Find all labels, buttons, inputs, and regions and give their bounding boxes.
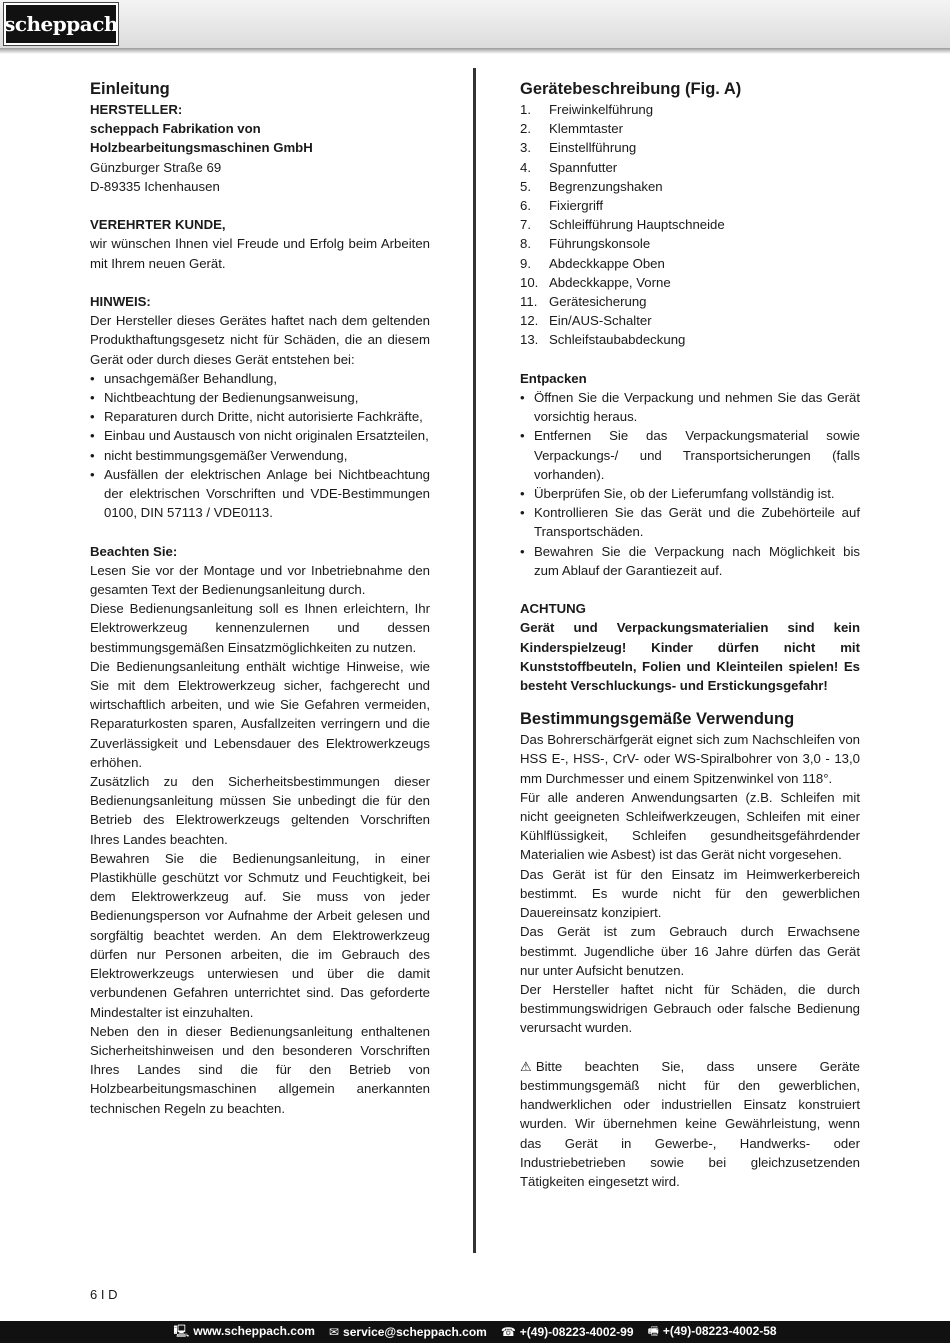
list-item: 6. Fixiergriff	[520, 198, 603, 214]
list-item: 5. Begrenzungshaken	[520, 178, 663, 194]
kunde-text: wir wünschen Ihnen viel Freude und Erfolg beim Arbeiten mit Ihrem neuen Gerät.	[90, 236, 430, 271]
entpacken-label: Entpacken	[520, 370, 587, 386]
beachten-label: Beachten Sie:	[90, 543, 178, 559]
kunde-label: VEREHRTER KUNDE,	[90, 217, 226, 233]
beachten-paragraph: Zusätzlich zu den Sicherheitsbestimmungen dieser Bedienungsanleitung müssen Sie unbedingt die für den Betrieb des Elektrowerkzeugs geltenden Vorschriften Ihres Landes beachten.	[90, 774, 430, 847]
mail-icon: ✉	[328, 1325, 340, 1339]
brand-logo: scheppach	[4, 3, 118, 45]
verwendung-paragraph: Der Hersteller haftet nicht für Schäden, die durch bestimmungswidrigen Gebrauch oder falsche Bedienung verursacht wurden.	[520, 981, 860, 1036]
left-column	[90, 79, 430, 1118]
list-item: • Öffnen Sie die Verpackung und nehmen Sie das Gerät vorsichtig heraus.	[520, 388, 860, 426]
list-item: • Kontrollieren Sie das Gerät und die Zubehörteile auf Transportschäden.	[520, 503, 860, 541]
list-item: 2. Klemmtaster	[520, 121, 624, 137]
list-item: 7. Schleifführung Hauptschneide	[520, 217, 725, 233]
hinweis-label: HINWEIS:	[90, 294, 151, 309]
footer-fax: 🖷 +(49)-08223-4002-58	[647, 1323, 777, 1338]
page-number: 6 I D	[90, 1287, 118, 1302]
list-item: • Einbau und Austausch von nicht originalen Ersatzteilen,	[90, 426, 430, 445]
list-item: • nicht bestimmungsgemäßer Verwendung,	[90, 446, 430, 465]
header-shadow	[0, 48, 950, 54]
hinweis-list	[90, 369, 430, 523]
list-item: • unsachgemäßer Behandlung,	[90, 369, 430, 388]
fax-icon: 🖷	[647, 1323, 659, 1338]
beachten-paragraph: Neben den in dieser Bedienungsanleitung enthaltenen Sicherheitshinweisen und den besonderen Vorschriften Ihres Landes sind die für den Betrieb von Holzbearbeitungsmaschinen allgemein anerkannten technischen Regeln zu beachten.	[90, 1023, 430, 1116]
list-item: • Ausfällen der elektrischen Anlage bei Nichtbeachtung der elektrischen Vorschriften und VDE-Bestimmungen 0100, DIN 57113 / VDE0113.	[90, 465, 430, 523]
beachten-paragraph: Lesen Sie vor der Montage und vor Inbetriebnahme den gesamten Text der Bedienungsanleitung durch.	[90, 562, 430, 598]
warning-triangle-icon: ⚠	[520, 1058, 532, 1074]
list-item: 13. Schleifstaubabdeckung	[520, 332, 686, 348]
address-city: D-89335 Ichenhausen	[90, 178, 220, 194]
company-line-2: Holzbearbeitungsmaschinen GmbH	[90, 140, 313, 156]
list-item: • Überprüfen Sie, ob der Lieferumfang vollständig ist.	[520, 484, 860, 503]
right-column	[520, 79, 860, 1191]
verwendung-paragraph: Für alle anderen Anwendungsarten (z.B. Schleifen mit nicht geeigneten Schleifwerkzeugen, Schleifen mit einer Kühlflüssigkeit, Schleifen gesundheitsgefährdender Materialien wie Asbest) ist das Gerät nicht vorgesehen.	[520, 789, 860, 863]
hersteller-label: HERSTELLER:	[90, 102, 183, 117]
verwendung-title: Bestimmungsgemäße Verwendung	[520, 710, 795, 729]
footer-email[interactable]: ✉ service@scheppach.com	[328, 1325, 487, 1339]
hinweis-text: Der Hersteller dieses Gerätes haftet nach dem geltenden Produkthaftungsgesetz nicht für Schäden, die an diesem Gerät oder durch dieses Gerät entstehen bei:	[90, 313, 430, 367]
entpacken-list	[520, 388, 860, 580]
list-item: 1. Freiwinkelführung	[520, 102, 654, 117]
achtung-label: ACHTUNG	[520, 601, 586, 617]
verwendung-paragraph: Das Gerät ist zum Gebrauch durch Erwachsene bestimmt. Jugendliche über 16 Jahre dürfen das Gerät nur unter Aufsicht benutzen.	[520, 924, 860, 978]
verwendung-paragraph: Das Gerät ist für den Einsatz im Heimwerkerbereich bestimmt. Es wurde nicht für den gewerblichen Dauereinsatz konzipiert.	[520, 866, 860, 921]
beschreibung-title: Gerätebeschreibung (Fig. A)	[520, 80, 742, 98]
column-divider	[473, 68, 476, 1253]
computer-icon: 🖳	[173, 1323, 190, 1338]
list-item: 11. Gerätesicherung	[520, 294, 647, 310]
header-bar	[0, 0, 950, 48]
list-item: 8. Führungskonsole	[520, 236, 651, 252]
parts-list	[520, 100, 860, 350]
achtung-text: Gerät und Verpackungsmaterialien sind kein Kinderspielzeug! Kinder dürfen nicht mit Kunststoffbeuteln, Folien und Kleinteilen spielen! Es besteht Verschluckungs- und Erstickungsgefahr!	[520, 620, 860, 694]
footer-web[interactable]: 🖳 www.scheppach.com	[173, 1323, 315, 1338]
verwendung-paragraph: Das Bohrerschärfgerät eignet sich zum Nachschleifen von HSS E-, HSS-, CrV- oder WS-Spiralbohrer von 3,0 - 13,0 mm Durchmesser und einem Spitzenwinkel von 118°.	[520, 732, 860, 786]
list-item: • Entfernen Sie das Verpackungsmaterial sowie Verpackungs-/ und Transportsicherungen (falls vorhanden).	[520, 426, 860, 484]
notice-paragraph	[520, 1057, 860, 1191]
list-item: 3. Einstellführung	[520, 140, 637, 156]
beachten-paragraph: Bewahren Sie die Bedienungsanleitung, in einer Plastikhülle geschützt vor Schmutz und Feuchtigkeit, bei dem Elektrowerkzeug auf. Sie muss von jeder Bedienungsperson vor Aufnahme der Arbeit gelesen und sorgfältig beachtet werden. An dem Elektrowerkzeug dürfen nur Personen arbeiten, die im Gebrauch des Elektrowerkzeugs unterwiesen und über die damit verbundenen Gefahren unterrichtet sind. Das geforderte Mindestalter ist einzuhalten.	[90, 850, 430, 1020]
beachten-paragraph: Die Bedienungsanleitung enthält wichtige Hinweise, wie Sie mit dem Elektrowerkzeug sicher, fachgerecht und wirtschaftlich arbeiten, und wie Sie Gefahren vermeiden, Reparaturkosten sparen, Ausfallzeiten verringern und die Zuverlässigkeit und Lebensdauer des Elektrowerkzeugs erhöhen.	[90, 658, 430, 770]
list-item: 9. Abdeckkappe Oben	[520, 255, 665, 271]
footer-bar	[0, 1321, 950, 1343]
footer-phone: ☎ +(49)-08223-4002-99	[500, 1325, 634, 1339]
list-item: • Nichtbeachtung der Bedienungsanweisung,	[90, 388, 430, 407]
company-line-1: scheppach Fabrikation von	[90, 121, 261, 137]
list-item: • Bewahren Sie die Verpackung nach Möglichkeit bis zum Ablauf der Garantiezeit auf.	[520, 542, 860, 580]
list-item: 4. Spannfutter	[520, 159, 618, 175]
notice-text: Bitte beachten Sie, dass unsere Geräte bestimmungsgemäß nicht für den gewerblichen, handwerklichen oder industriellen Einsatz konstruiert wurden. Wir übernehmen keine Gewährleistung, wenn das Gerät in Gewerbe-, Handwerks- oder Industriebetrieben sowie bei gleichzusetzenden Tätigkeiten eingesetzt wird.	[520, 1058, 860, 1189]
einleitung-title: Einleitung	[90, 80, 170, 98]
list-item: • Reparaturen durch Dritte, nicht autorisierte Fachkräfte,	[90, 407, 430, 426]
beachten-paragraph: Diese Bedienungsanleitung soll es Ihnen erleichtern, Ihr Elektrowerkzeug kennenzulernen und dessen bestimmungsgemäßen Einsatzmöglichkeiten zu nutzen.	[90, 601, 430, 655]
address-street: Günzburger Straße 69	[90, 159, 222, 175]
list-item: 12. Ein/AUS-Schalter	[520, 313, 652, 329]
phone-icon: ☎	[500, 1325, 516, 1339]
list-item: 10. Abdeckkappe, Vorne	[520, 274, 671, 290]
